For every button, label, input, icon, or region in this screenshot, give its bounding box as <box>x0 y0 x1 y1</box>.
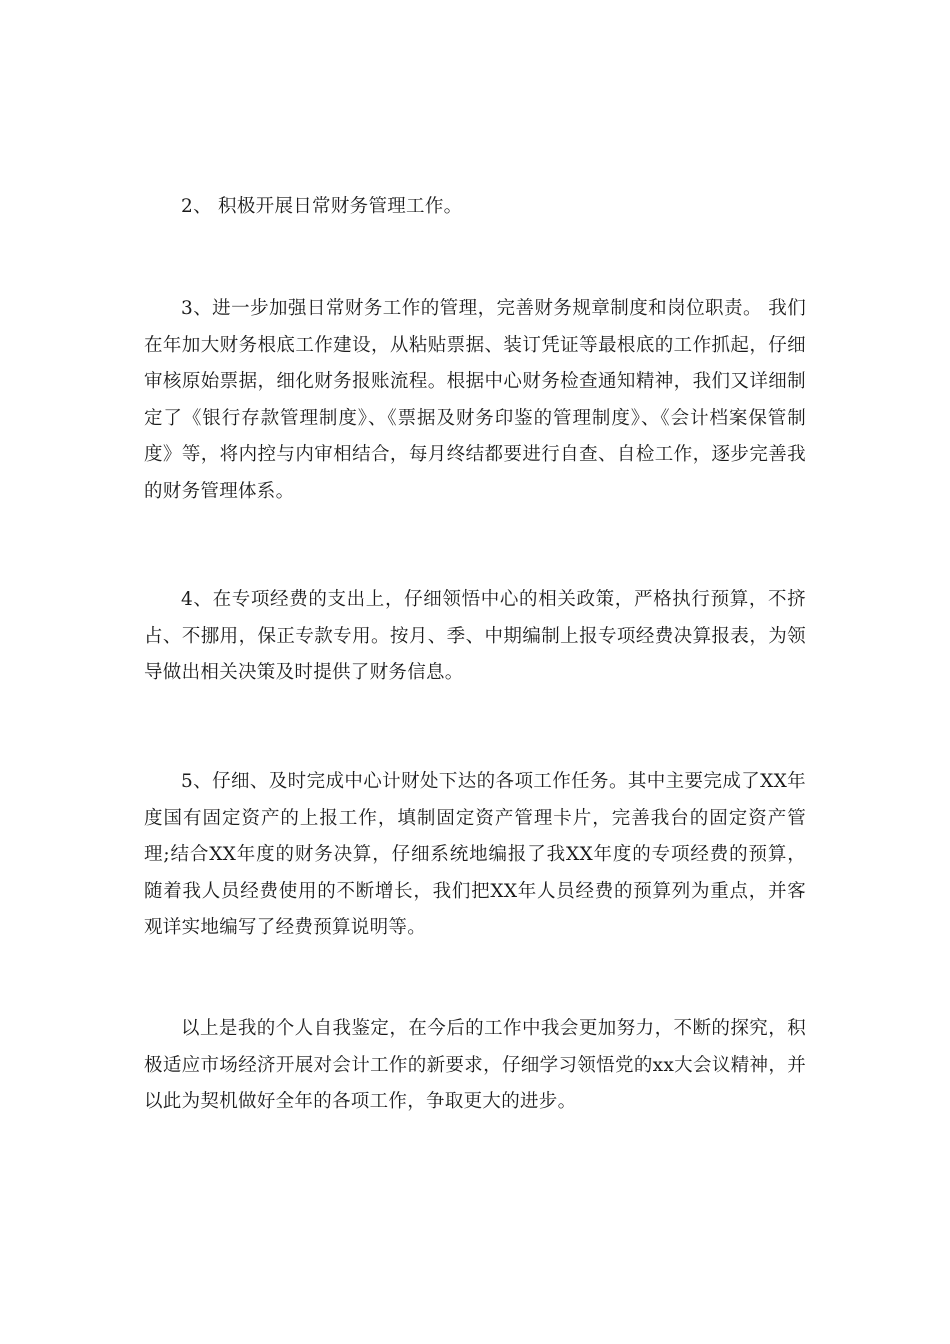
paragraph-conclusion: 以上是我的个人自我鉴定，在今后的工作中我会更加努力，不断的探究，积极适应市场经济开展对会计工作的新要求，仔细学习领悟党的xx大会议精神，并以此为契机做好全年的各项工作，争取更大的进步。 <box>144 1018 806 1112</box>
paragraph-item-4: 4、在专项经费的支出上，仔细领悟中心的相关政策，严格执行预算，不挤占、不挪用，保正专款专用。按月、季、中期编制上报专项经费决算报表，为领导做出相关决策及时提供了财务信息。 <box>144 589 806 683</box>
paragraph-item-3: 3、进一步加强日常财务工作的管理，完善财务规章制度和岗位职责。 我们在年加大财务根底工作建设，从粘贴票据、装订凭证等最根底的工作抓起，仔细审核原始票据，细化财务报账流程。根据中心财务检查通知精神，我们又详细制定了《银行存款管理制度》、《票据及财务印鉴的管理制度》、《会计档案保管制度》等，将内控与内审相结合，每月终结都要进行自查、自检工作，逐步完善我的财务管理体系。 <box>144 298 806 502</box>
paragraph-item-5: 5、仔细、及时完成中心计财处下达的各项工作任务。其中主要完成了XX年度国有固定资产的上报工作，填制固定资产管理卡片，完善我台的固定资产管理;结合XX年度的财务决算，仔细系统地编报了我XX年度的专项经费的预算，随着我人员经费使用的不断增长，我们把XX年人员经费的预算列为重点，并客观详实地编写了经费预算说明等。 <box>144 771 806 938</box>
paragraph-item-2-heading: 2、 积极开展日常财务管理工作。 <box>181 196 463 217</box>
